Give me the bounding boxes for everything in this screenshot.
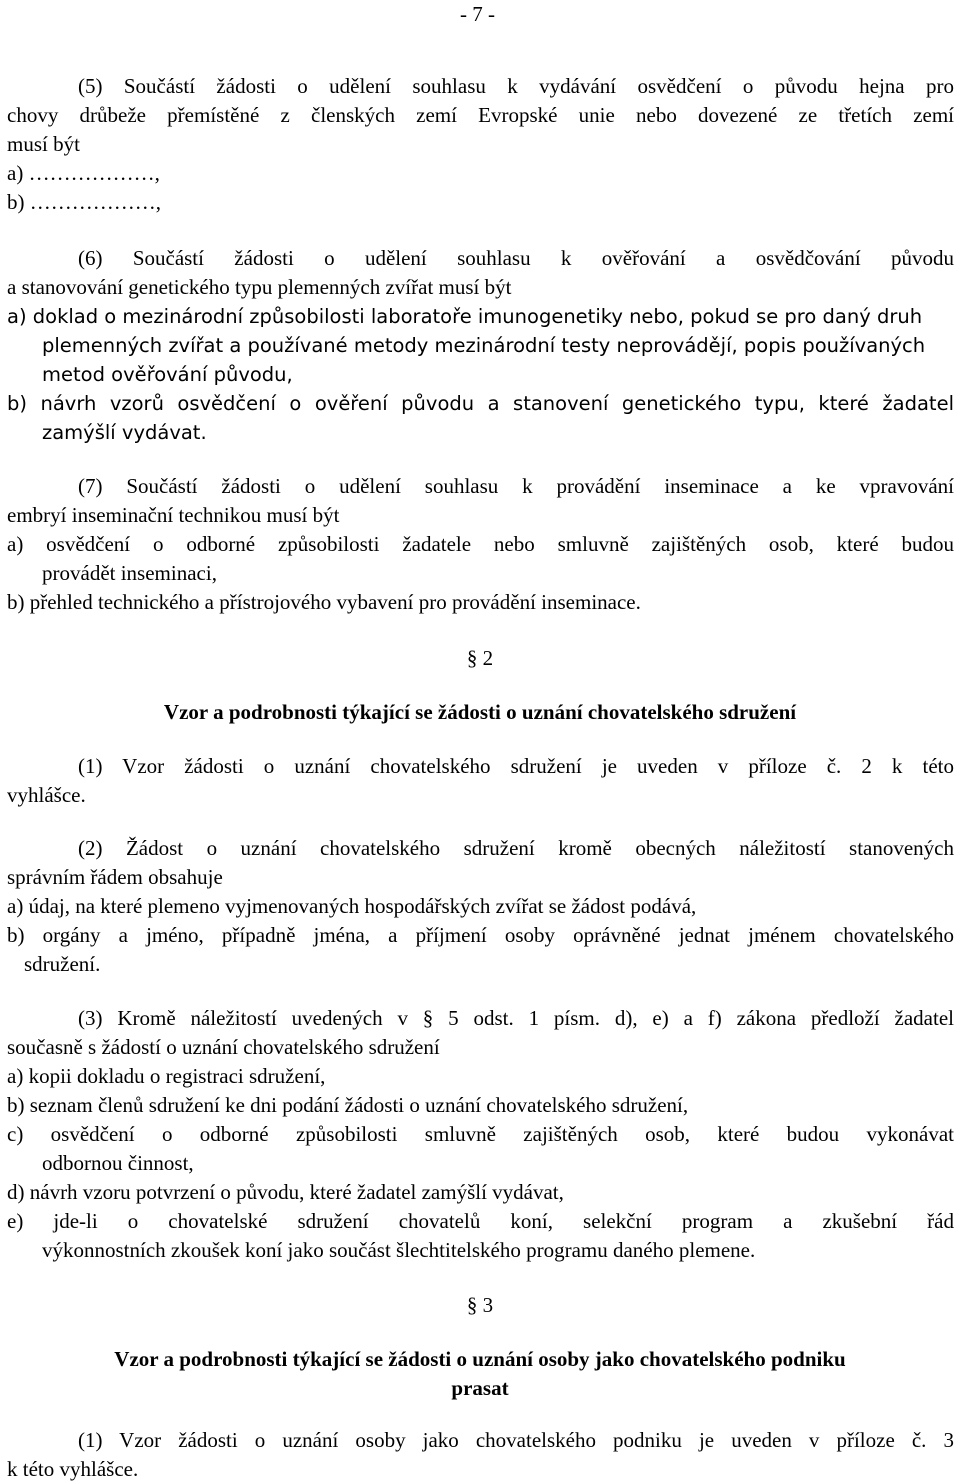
section2-p3-line1: (3) Kromě náležitostí uvedených v § 5 odst. 1 písm. d), e) a f) zákona předloží žadatel xyxy=(78,1006,954,1030)
para7-a-line2: provádět inseminaci, xyxy=(42,561,217,585)
section2-p2-b-line1: b) orgány a jméno, případně jména, a příjmení osoby oprávněné jednat jménem chovatelského xyxy=(7,923,954,947)
para5-line3: musí být xyxy=(7,132,80,156)
section2-p3-e-line2: výkonnostních zkoušek koní jako součást šlechtitelského programu daného plemene. xyxy=(42,1238,756,1262)
para6-line2: a stanovování genetického typu plemenných zvířat musí být xyxy=(7,275,512,299)
para7-b-line1: b) přehled technického a přístrojového vybavení pro provádění inseminace. xyxy=(7,590,641,614)
section2-p3-c-line1: c) osvědčení o odborné způsobilosti smluvně zajištěných osob, které budou vykonávat xyxy=(7,1122,954,1146)
section2-heading: Vzor a podrobnosti týkající se žádosti o uznání chovatelského sdružení xyxy=(163,700,797,724)
para6-b-line2: zamýšlí vydávat. xyxy=(42,421,207,444)
section2-p1-line1: (1) Vzor žádosti o uznání chovatelského sdružení je uveden v příloze č. 2 k této xyxy=(78,754,954,778)
section2-p3-b: b) seznam členů sdružení ke dni podání žádosti o uznání chovatelského sdružení, xyxy=(7,1093,689,1117)
para6-line1: (6) Součástí žádosti o udělení souhlasu k ověřování a osvědčování původu xyxy=(78,246,954,270)
section3-heading-line2: prasat xyxy=(451,1376,509,1400)
page-number: - 7 - xyxy=(460,2,495,26)
section2-p2-a: a) údaj, na které plemeno vyjmenovaných hospodářských zvířat se žádost podává, xyxy=(7,894,697,918)
section2-p2-line2: správním řádem obsahuje xyxy=(7,865,223,889)
section2-symbol: § 2 xyxy=(466,646,494,670)
section2-p3-d: d) návrh vzoru potvrzení o původu, které žadatel zamýšlí vydávat, xyxy=(7,1180,564,1204)
section2-p2-line1: (2) Žádost o uznání chovatelského sdružení kromě obecných náležitostí stanovených xyxy=(78,836,954,860)
section3-symbol: § 3 xyxy=(466,1293,494,1317)
para7-line1: (7) Součástí žádosti o udělení souhlasu k provádění inseminace a ke vpravování xyxy=(78,474,954,498)
para6-a-line3: metod ověřování původu, xyxy=(42,363,293,386)
para5-item-a: a) ………………, xyxy=(7,161,160,185)
para5-line2: chovy drůbeže přemístěné z členských zemí Evropské unie nebo dovezené ze třetích zemí xyxy=(7,103,954,127)
para5-line1: (5) Součástí žádosti o udělení souhlasu k vydávání osvědčení o původu hejna pro xyxy=(78,74,954,98)
section2-p3-line2: současně s žádostí o uznání chovatelského sdružení xyxy=(7,1035,440,1059)
section2-p1-line2: vyhlášce. xyxy=(7,783,86,807)
section2-p2-b-line2: sdružení. xyxy=(24,952,101,976)
section3-p1-line1: (1) Vzor žádosti o uznání osoby jako chovatelského podniku je uveden v příloze č. 3 xyxy=(78,1428,954,1452)
para6-a-line2: plemenných zvířat a používané metody mezinárodní testy neprovádějí, popis používaných xyxy=(42,334,926,357)
section3-heading-line1: Vzor a podrobnosti týkající se žádosti o uznání osoby jako chovatelského podniku xyxy=(114,1347,846,1371)
section2-p3-a: a) kopii dokladu o registraci sdružení, xyxy=(7,1064,326,1088)
section3-p1-line2: k této vyhlášce. xyxy=(7,1457,139,1481)
para6-a-line1: a) doklad o mezinárodní způsobilosti laboratoře imunogenetiky nebo, pokud se pro daný druh xyxy=(7,305,923,328)
para7-line2: embryí inseminační technikou musí být xyxy=(7,503,340,527)
para5-item-b: b) ………………, xyxy=(7,190,161,214)
section2-p3-e-line1: e) jde-li o chovatelské sdružení chovatelů koní, selekční program a zkušební řád xyxy=(7,1209,954,1233)
para6-b-line1: b) návrh vzorů osvědčení o ověření původu a stanovení genetického typu, které žadatel xyxy=(7,392,954,415)
section2-p3-c-line2: odbornou činnost, xyxy=(42,1151,194,1175)
para7-a-line1: a) osvědčení o odborné způsobilosti žadatele nebo smluvně zajištěných osob, které budou xyxy=(7,532,954,556)
